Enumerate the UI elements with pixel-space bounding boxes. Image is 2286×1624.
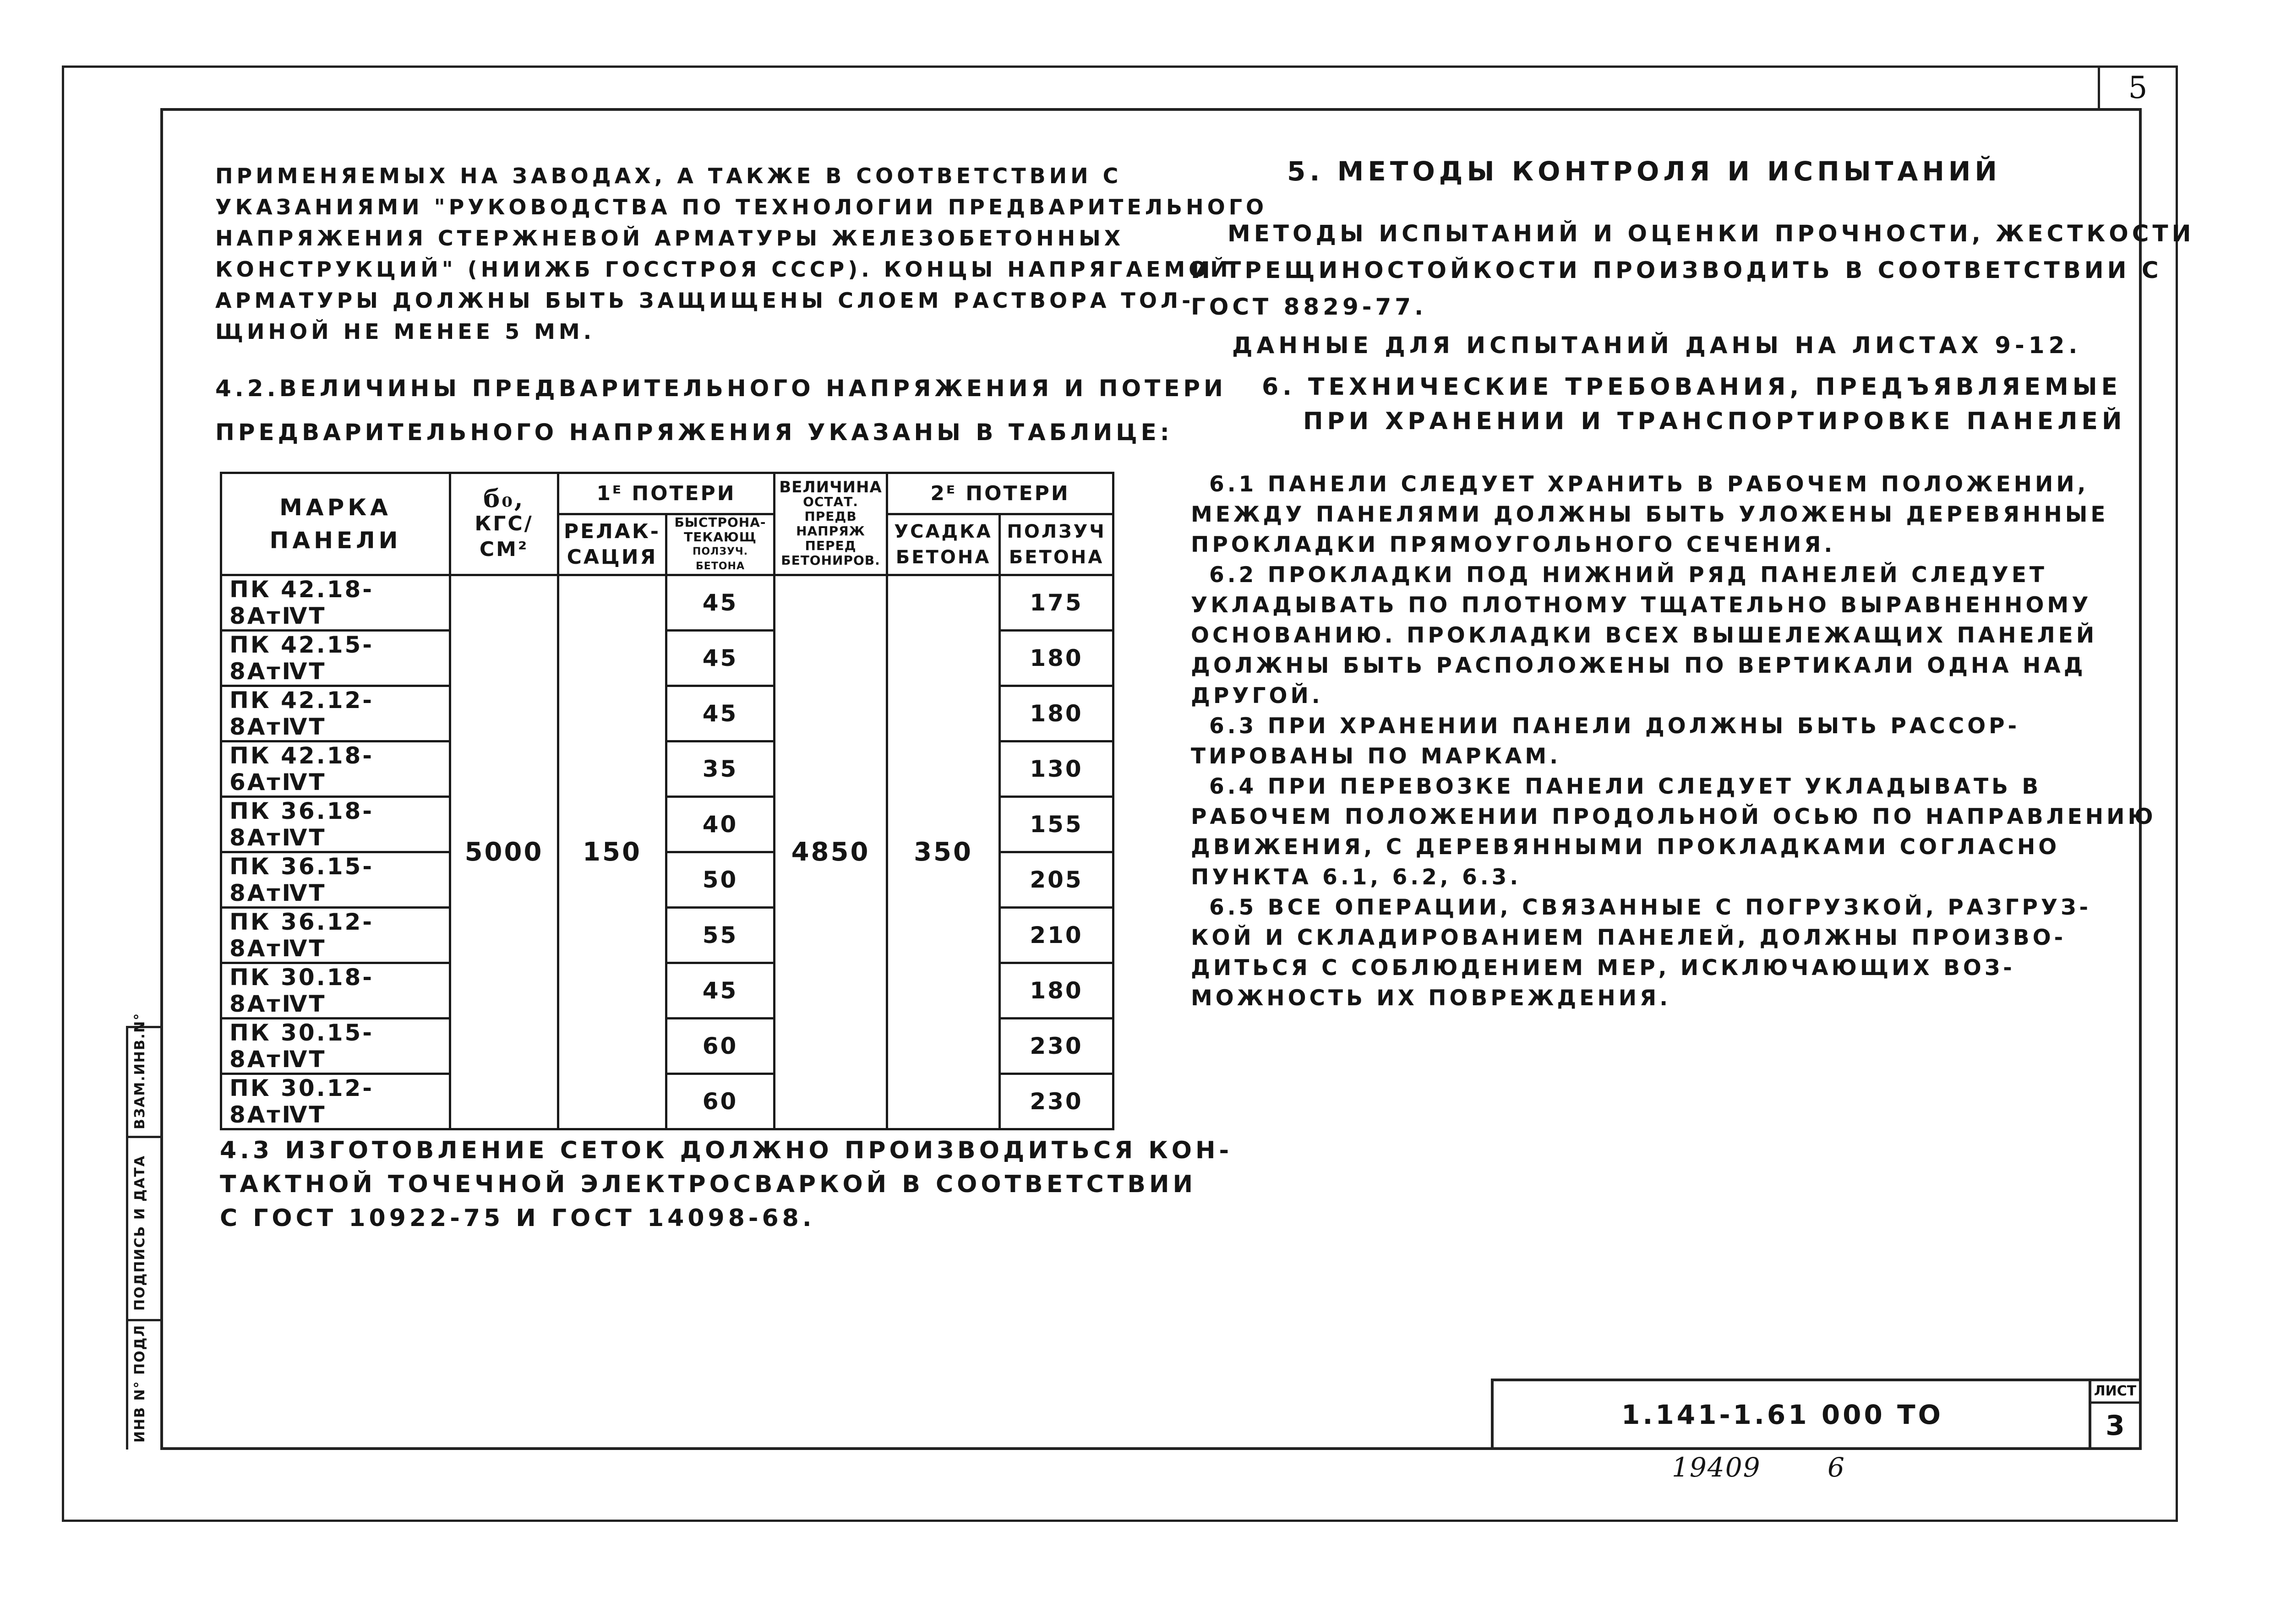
creep-value: 155 bbox=[1000, 797, 1113, 852]
panel-mark: ПК 30.12-8АтⅣТ bbox=[221, 1074, 450, 1129]
header-mark: МАРКА ПАНЕЛИ bbox=[221, 473, 450, 575]
creep-value: 205 bbox=[1000, 852, 1113, 908]
intro-paragraph: ПРИМЕНЯЕМЫХ НА ЗАВОДАХ, А ТАКЖЕ В СООТВЕТСТВИИ С УКАЗАНИЯМИ "РУКОВОДСТВА ПО ТЕХНОЛОГИИ ПРЕДВАРИТЕЛЬНОГО НАПРЯЖЕНИЯ СТЕРЖНЕВОЙ АРМАТУРЫ ЖЕЛЕЗОБЕТОННЫХ КОНСТРУКЦИЙ" (НИИЖБ ГОССТРОЯ СССР). КОНЦЫ НАПРЯГАЕМОЙ АРМАТУРЫ ДОЛЖНЫ БЫТЬ ЗАЩИЩЕНЫ СЛОЕМ РАСТВОРА ТОЛ- ЩИНОЙ НЕ МЕНЕЕ 5 ММ. bbox=[215, 163, 1268, 344]
panel-mark: ПК 36.18-8АтⅣТ bbox=[221, 797, 450, 852]
section-6-text: 6.1 ПАНЕЛИ СЛЕДУЕТ ХРАНИТЬ В РАБОЧЕМ ПОЛОЖЕНИИ, МЕЖДУ ПАНЕЛЯМИ ДОЛЖНЫ БЫТЬ УЛОЖЕНЫ ДЕРЕВЯННЫЕ ПРОКЛАДКИ ПРЯМОУГОЛЬНОГО СЕЧЕНИЯ. 6.2 ПРОКЛАДКИ ПОД НИЖНИЙ РЯД ПАНЕЛЕЙ СЛЕДУЕТ УКЛАДЫВАТЬ ПО ПЛОТНОМУ ТЩАТЕЛЬНО ВЫРАВНЕННОМУ ОСНОВАНИЮ. ПРОКЛАДКИ ВСЕХ ВЫШЕЛЕЖАЩИХ ПАНЕЛЕЙ ДОЛЖНЫ БЫТЬ РАСПОЛОЖЕНЫ ПО ВЕРТИКАЛИ ОДНА НАД ДРУГОЙ. 6.3 ПРИ ХРАНЕНИИ ПАНЕЛИ ДОЛЖНЫ БЫТЬ РАССОР- ТИРОВАНЫ ПО МАРКАМ. 6.4 ПРИ ПЕРЕВОЗКЕ ПАНЕЛИ СЛЕДУЕТ УКЛАДЫВАТЬ В РАБОЧЕМ ПОЛОЖЕНИИ ПРОДОЛЬНОЙ ОСЬЮ ПО НАПРАВЛЕНИЮ ДВИЖЕНИЯ, С ДЕРЕВЯННЫМИ ПРОКЛАДКАМИ СОГЛАСНО ПУНКТА 6.1, 6.2, 6.3. 6.5 ВСЕ ОПЕРАЦИИ, СВЯЗАННЫЕ С ПОГРУЗКОЙ, РАЗГРУЗ- КОЙ И СКЛАДИРОВАНИЕМ ПАНЕЛЕЙ, ДОЛЖНЫ ПРОИЗВО- ДИТЬСЯ С СОБЛЮДЕНИЕМ МЕР, ИСКЛЮЧАЮЩИХ ВОЗ- МОЖНОСТЬ ИХ ПОВРЕЖДЕНИЯ. bbox=[1191, 472, 2156, 1011]
section-6-title-line1: 6. ТЕХНИЧЕСКИЕ ТРЕБОВАНИЯ, ПРЕДЪЯВЛЯЕМЫЕ bbox=[1262, 373, 2122, 401]
side-label-vzam-inv: ВЗАМ.ИНВ.N° bbox=[132, 1012, 148, 1129]
header-sigma: б₀, КГС/СМ² bbox=[450, 473, 558, 575]
panel-mark: ПК 42.12-8АтⅣТ bbox=[221, 686, 450, 741]
prestress-table bbox=[220, 472, 1114, 1130]
creep-value: 180 bbox=[1000, 686, 1113, 741]
outer-frame-bottom bbox=[62, 1520, 2178, 1522]
corner-page-number: 5 bbox=[2128, 70, 2148, 105]
header-loss1: 1ᴱ ПОТЕРИ bbox=[558, 473, 775, 514]
document-code: 1.141-1.61 000 ТО bbox=[1621, 1399, 1943, 1430]
creep-value: 230 bbox=[1000, 1074, 1113, 1129]
panel-mark: ПК 36.12-8АтⅣТ bbox=[221, 908, 450, 963]
creep-value: 210 bbox=[1000, 908, 1113, 963]
section-6-title-line2: ПРИ ХРАНЕНИИ И ТРАНСПОРТИРОВКЕ ПАНЕЛЕЙ bbox=[1303, 408, 2126, 435]
archive-number: 19409 bbox=[1672, 1452, 1761, 1483]
stamp-sheet-label: ЛИСТ bbox=[2094, 1383, 2137, 1399]
residual-value: 4850 bbox=[775, 575, 887, 1129]
fast-creep-value: 60 bbox=[666, 1019, 775, 1074]
fast-creep-value: 40 bbox=[666, 797, 775, 852]
header-shrinkage: УСАДКА БЕТОНА bbox=[887, 514, 1000, 575]
panel-mark: ПК 30.18-8АтⅣТ bbox=[221, 963, 450, 1019]
table-row bbox=[221, 575, 1113, 631]
stamp-label-divider bbox=[2089, 1401, 2141, 1404]
section-5-title: 5. МЕТОДЫ КОНТРОЛЯ И ИСПЫТАНИЙ bbox=[1287, 156, 2001, 187]
panel-mark: ПК 30.15-8АтⅣТ bbox=[221, 1019, 450, 1074]
test-data-line: ДАННЫЕ ДЛЯ ИСПЫТАНИЙ ДАНЫ НА ЛИСТАХ 9-12. bbox=[1232, 332, 2082, 359]
panel-mark: ПК 42.15-8АтⅣТ bbox=[221, 631, 450, 686]
creep-value: 175 bbox=[1000, 575, 1113, 631]
panel-mark: ПК 42.18-6АтⅣТ bbox=[221, 741, 450, 797]
fast-creep-value: 45 bbox=[666, 963, 775, 1019]
fast-creep-value: 45 bbox=[666, 631, 775, 686]
creep-value: 230 bbox=[1000, 1019, 1113, 1074]
outer-frame-top bbox=[62, 65, 2178, 68]
creep-value: 180 bbox=[1000, 631, 1113, 686]
creep-value: 180 bbox=[1000, 963, 1113, 1019]
section-5-text: МЕТОДЫ ИСПЫТАНИЙ И ОЦЕНКИ ПРОЧНОСТИ, ЖЕСТКОСТИ И ТРЕЩИНОСТОЙКОСТИ ПРОИЗВОДИТЬ В СООТВЕТСТВИИ С ГОСТ 8829-77. bbox=[1191, 220, 2195, 320]
panel-mark: ПК 36.15-8АтⅣТ bbox=[221, 852, 450, 908]
side-strip-divider-1 bbox=[126, 1136, 163, 1138]
sigma0-value: 5000 bbox=[450, 575, 558, 1129]
inner-frame-bottom bbox=[160, 1447, 2141, 1450]
panel-mark: ПК 42.18-8АтⅣТ bbox=[221, 575, 450, 631]
relaxation-value: 150 bbox=[558, 575, 666, 1129]
inner-frame-top bbox=[160, 108, 2141, 111]
header-creep: ПОЛЗУЧ БЕТОНА bbox=[1000, 514, 1113, 575]
side-label-inv-podl: ИНВ N° ПОДЛ bbox=[132, 1324, 148, 1443]
header-fast-creep: БЫСТРОНА- ТЕКАЮЩ ПОЛЗУЧ. БЕТОНА bbox=[666, 514, 775, 575]
section-4-3: 4.3 ИЗГОТОВЛЕНИЕ СЕТОК ДОЛЖНО ПРОИЗВОДИТЬСЯ КОН- ТАКТНОЙ ТОЧЕЧНОЙ ЭЛЕКТРОСВАРКОЙ В СООТВЕТСТВИИ С ГОСТ 10922-75 И ГОСТ 14098-68. bbox=[220, 1137, 1233, 1232]
side-strip-left bbox=[126, 1026, 128, 1450]
fast-creep-value: 45 bbox=[666, 686, 775, 741]
header-loss2: 2ᴱ ПОТЕРИ bbox=[887, 473, 1113, 514]
section-4-2: 4.2.ВЕЛИЧИНЫ ПРЕДВАРИТЕЛЬНОГО НАПРЯЖЕНИЯ И ПОТЕРИ ПРЕДВАРИТЕЛЬНОГО НАПРЯЖЕНИЯ УКАЗАНЫ В ТАБЛИЦЕ: bbox=[215, 375, 1227, 446]
shrinkage-value: 350 bbox=[887, 575, 1000, 1129]
fast-creep-value: 55 bbox=[666, 908, 775, 963]
fast-creep-value: 60 bbox=[666, 1074, 775, 1129]
outer-frame-left bbox=[62, 65, 64, 1522]
header-relaxation: РЕЛАК- САЦИЯ bbox=[558, 514, 666, 575]
stamp-top bbox=[1491, 1379, 2141, 1381]
fast-creep-value: 35 bbox=[666, 741, 775, 797]
stamp-left bbox=[1491, 1379, 1494, 1450]
stamp-sheet-number: 3 bbox=[2106, 1410, 2125, 1442]
inner-frame-left bbox=[160, 108, 163, 1450]
creep-value: 130 bbox=[1000, 741, 1113, 797]
side-label-signature-date: ПОДПИСЬ И ДАТА bbox=[132, 1155, 148, 1311]
fast-creep-value: 50 bbox=[666, 852, 775, 908]
header-residual: ВЕЛИЧИНА ОСТАТ. ПРЕДВ НАПРЯЖ ПЕРЕД БЕТОНИРОВ. bbox=[775, 473, 887, 575]
side-strip-divider-2 bbox=[126, 1319, 163, 1321]
archive-suffix: 6 bbox=[1828, 1452, 1849, 1483]
fast-creep-value: 45 bbox=[666, 575, 775, 631]
